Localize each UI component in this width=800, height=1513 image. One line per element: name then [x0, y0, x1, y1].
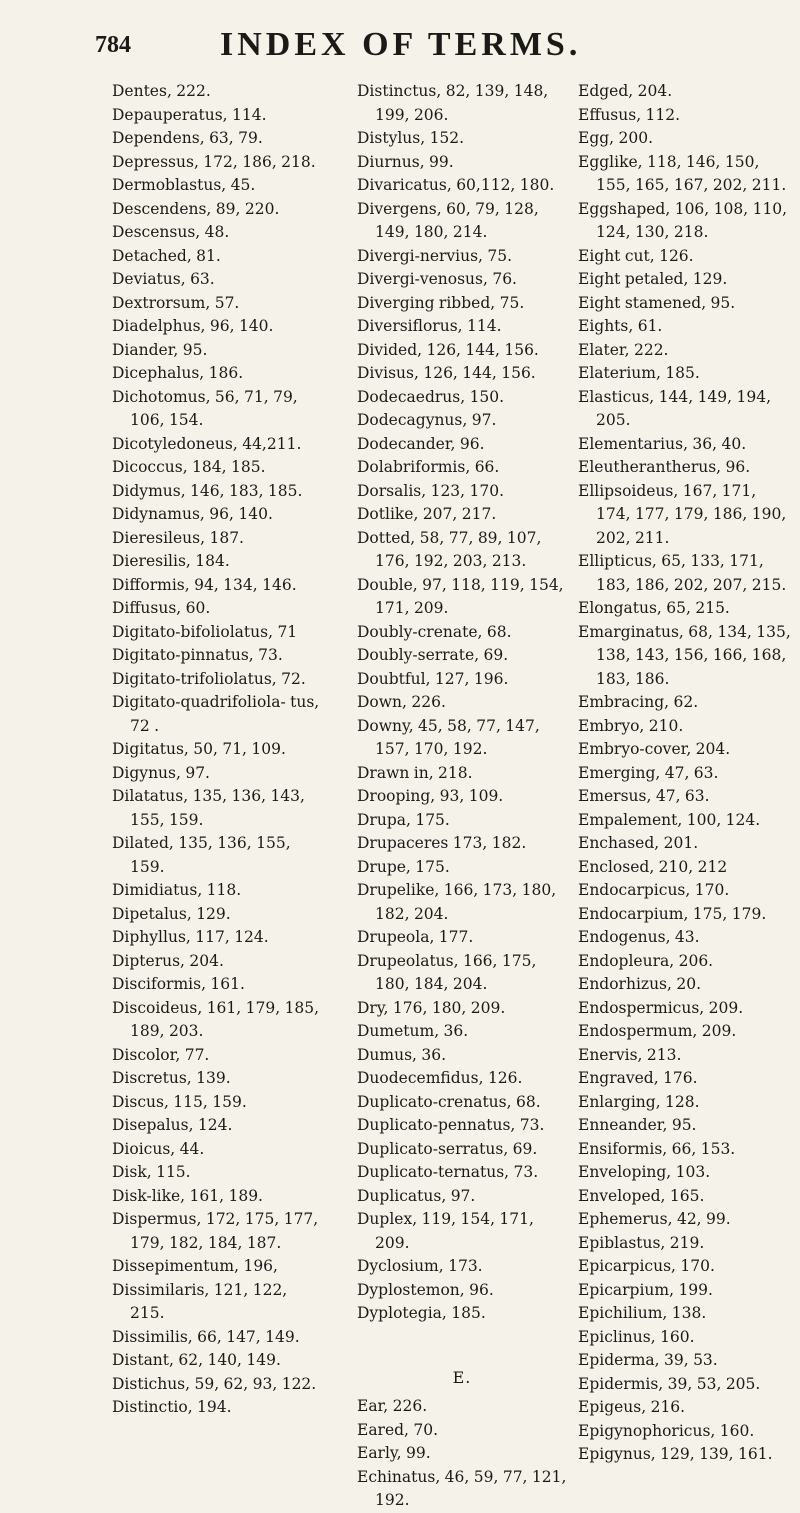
- index-entry: Dieresilis, 184.: [112, 552, 230, 570]
- index-entry: Enervis, 213.: [578, 1045, 682, 1064]
- index-entry: Embryo-cover, 204.: [578, 740, 731, 758]
- index-entry: Embracing, 62.: [578, 693, 699, 711]
- index-entry: Digitato-quadrifoliola- tus, 72 .: [112, 693, 320, 735]
- index-entry: Drupe, 175.: [357, 857, 450, 876]
- index-entry: Descendens, 89, 220.: [112, 199, 280, 218]
- index-entry: Echinatus, 46, 59, 77, 121, 192.: [357, 1467, 567, 1509]
- index-entry: Enlarging, 128.: [578, 1092, 700, 1111]
- index-entry: Duodecemfidus, 126.: [357, 1069, 523, 1087]
- index-entry: Enveloped, 165.: [578, 1186, 705, 1205]
- index-entry: Elongatus, 65, 215.: [578, 599, 730, 617]
- index-entry: Eggshaped, 106, 108, 110, 124, 130, 218.: [578, 199, 788, 241]
- index-entry: Dicotyledoneus, 44,211.: [112, 434, 302, 453]
- running-title: INDEX OF TERMS.: [220, 26, 582, 63]
- index-entry: Diphyllus, 117, 124.: [112, 928, 269, 946]
- index-entry: Duplicato-pennatus, 73.: [357, 1116, 545, 1134]
- index-entry: Enclosed, 210, 212: [578, 857, 728, 876]
- index-entry: Ensiformis, 66, 153.: [578, 1139, 736, 1158]
- index-entry: Drupelike, 166, 173, 180, 182, 204.: [357, 881, 557, 923]
- index-entry: Diffusus, 60.: [112, 599, 211, 617]
- index-entry: Eight stamened, 95.: [578, 293, 736, 312]
- index-entry: Diversiflorus, 114.: [357, 317, 502, 335]
- index-entry: Distinctio, 194.: [112, 1398, 232, 1416]
- index-entry: Diadelphus, 96, 140.: [112, 317, 274, 335]
- index-entry: Dumus, 36.: [357, 1045, 447, 1064]
- index-entry: Dioicus, 44.: [112, 1139, 205, 1158]
- page-number: 784: [95, 32, 131, 58]
- index-entry: Deviatus, 63.: [112, 270, 215, 288]
- index-entry: Discoideus, 161, 179, 185, 189, 203.: [112, 998, 320, 1040]
- index-entry: Digitato-pinnatus, 73.: [112, 646, 283, 664]
- index-entry: Endocarpicus, 170.: [578, 881, 730, 899]
- index-entry: Egg, 200.: [578, 129, 654, 147]
- index-entry: Didymus, 146, 183, 185.: [112, 481, 303, 500]
- index-entry: Diander, 95.: [112, 340, 208, 359]
- index-entry: Dichotomus, 56, 71, 79, 106, 154.: [112, 387, 298, 429]
- index-column-1: [112, 80, 322, 1420]
- index-entry: Dodecaedrus, 150.: [357, 387, 505, 406]
- index-entry: Drawn in, 218.: [357, 763, 473, 782]
- index-entry: Dispermus, 172, 175, 177, 179, 182, 184, 187.: [112, 1210, 319, 1252]
- index-entry: Endogenus, 43.: [578, 928, 700, 946]
- index-entry: Dilatatus, 135, 136, 143, 155, 159.: [112, 787, 305, 829]
- index-entry: Epiclinus, 160.: [578, 1327, 695, 1346]
- index-entry: Dolabriformis, 66.: [357, 458, 500, 476]
- index-entry: Embryo, 210.: [578, 716, 684, 735]
- index-entry: Descensus, 48.: [112, 223, 230, 241]
- index-entry: Distylus, 152.: [357, 129, 465, 147]
- index-entry: Elaterium, 185.: [578, 364, 700, 382]
- index-entry: Elater, 222.: [578, 340, 669, 359]
- index-entry: Epigeus, 216.: [578, 1398, 686, 1416]
- index-entry: Dodecagynus, 97.: [357, 411, 497, 429]
- index-entry: Ellipsoideus, 167, 171, 174, 177, 179, 186, 190, 202, 211.: [578, 481, 787, 547]
- index-entry: Distant, 62, 140, 149.: [112, 1351, 281, 1369]
- index-entry: Divergi-venosus, 76.: [357, 270, 517, 288]
- index-entry: Dorsalis, 123, 170.: [357, 481, 505, 500]
- index-entry: Dermoblastus, 45.: [112, 176, 256, 194]
- index-entry: Eight cut, 126.: [578, 246, 694, 265]
- index-entry: Engraved, 176.: [578, 1069, 698, 1087]
- index-entry: Dodecander, 96.: [357, 434, 485, 453]
- index-entry: Divisus, 126, 144, 156.: [357, 364, 536, 382]
- index-entry: Drupeolatus, 166, 175, 180, 184, 204.: [357, 951, 537, 993]
- index-entry: Downy, 45, 58, 77, 147, 157, 170, 192.: [357, 716, 540, 758]
- index-entry: Endorhizus, 20.: [578, 975, 702, 993]
- page-header: [0, 26, 800, 66]
- index-entry: Epigynophoricus, 160.: [578, 1421, 755, 1440]
- index-entry: Enchased, 201.: [578, 834, 699, 852]
- index-entry: Eared, 70.: [357, 1420, 439, 1439]
- index-entry: Digitatus, 50, 71, 109.: [112, 740, 286, 758]
- index-entry: Dotted, 58, 77, 89, 107, 176, 192, 203, 213.: [357, 528, 542, 570]
- index-entry: Duplicato-crenatus, 68.: [357, 1092, 541, 1111]
- index-entry: Dry, 176, 180, 209.: [357, 998, 506, 1017]
- index-entry: Drupaceres 173, 182.: [357, 834, 527, 852]
- index-entry: Enneander, 95.: [578, 1116, 697, 1134]
- index-entry: Endocarpium, 175, 179.: [578, 904, 767, 923]
- index-entry: Dissimilaris, 121, 122, 215.: [112, 1280, 288, 1322]
- index-entry: Dyplotegia, 185.: [357, 1304, 486, 1322]
- index-entry: Dipetalus, 129.: [112, 904, 231, 923]
- index-entry: Epicarpium, 199.: [578, 1280, 713, 1299]
- index-entry: Distichus, 59, 62, 93, 122.: [112, 1374, 317, 1393]
- index-entry: Dumetum, 36.: [357, 1022, 469, 1040]
- index-entry: Epiderma, 39, 53.: [578, 1351, 718, 1369]
- index-entry: Drooping, 93, 109.: [357, 787, 504, 805]
- index-entry: Epichilium, 138.: [578, 1304, 707, 1322]
- index-entry: Down, 226.: [357, 693, 446, 711]
- index-entry: Double, 97, 118, 119, 154, 171, 209.: [357, 575, 564, 617]
- index-entry: Dyplostemon, 96.: [357, 1280, 494, 1299]
- index-entry: Endospermum, 209.: [578, 1022, 737, 1040]
- index-entry: Difformis, 94, 134, 146.: [112, 575, 297, 594]
- index-entry: Emerging, 47, 63.: [578, 763, 719, 782]
- index-entry: Discus, 115, 159.: [112, 1092, 247, 1111]
- index-entry: Dissimilis, 66, 147, 149.: [112, 1327, 300, 1346]
- index-entry: Epicarpicus, 170.: [578, 1257, 715, 1275]
- index-entry: Enveloping, 103.: [578, 1163, 711, 1181]
- index-entry: Duplicatus, 97.: [357, 1186, 476, 1205]
- index-entry: Detached, 81.: [112, 246, 221, 265]
- index-entry: Ephemerus, 42, 99.: [578, 1210, 731, 1228]
- index-entry: Empalement, 100, 124.: [578, 810, 761, 829]
- index-entry: Diverging ribbed, 75.: [357, 293, 525, 312]
- index-entry: Discretus, 139.: [112, 1069, 231, 1087]
- index-entry: Divided, 126, 144, 156.: [357, 340, 539, 359]
- index-entry: Disciformis, 161.: [112, 975, 245, 993]
- index-entry: Dotlike, 207, 217.: [357, 505, 497, 523]
- index-entry: Doubly-serrate, 69.: [357, 646, 509, 664]
- index-entry: Elementarius, 36, 40.: [578, 434, 747, 453]
- index-entry: Edged, 204.: [578, 82, 673, 100]
- index-entry: Dentes, 222.: [112, 82, 211, 100]
- index-column-3: [578, 80, 793, 1467]
- index-entry: Divaricatus, 60,112, 180.: [357, 176, 555, 194]
- index-entry: Egglike, 118, 146, 150, 155, 165, 167, 202, 211.: [578, 152, 787, 194]
- index-entry: Eights, 61.: [578, 317, 663, 335]
- index-entry: Dipterus, 204.: [112, 951, 224, 970]
- index-entry: Emarginatus, 68, 134, 135, 138, 143, 156, 166, 168, 183, 186.: [578, 622, 791, 688]
- index-entry: Digitato-trifoliolatus, 72.: [112, 669, 306, 688]
- index-entry: Diurnus, 99.: [357, 152, 454, 171]
- index-entry: Didynamus, 96, 140.: [112, 505, 273, 523]
- index-entry: Doubtful, 127, 196.: [357, 669, 509, 688]
- index-entry: Epiblastus, 219.: [578, 1233, 705, 1252]
- index-entry: Dissepimentum, 196,: [112, 1257, 278, 1275]
- index-entry: Eleutherantherus, 96.: [578, 458, 751, 476]
- index-entry: Drupeola, 177.: [357, 928, 474, 946]
- index-entry: Dextrorsum, 57.: [112, 293, 240, 312]
- index-entry: Depressus, 172, 186, 218.: [112, 152, 316, 171]
- section-letter: E.: [452, 1367, 472, 1387]
- index-entry: Disepalus, 124.: [112, 1116, 233, 1134]
- index-entry: Eight petaled, 129.: [578, 270, 728, 288]
- index-entry: Dicephalus, 186.: [112, 364, 244, 382]
- index-entry: Disk-like, 161, 189.: [112, 1186, 263, 1205]
- index-entry: Dependens, 63, 79.: [112, 129, 263, 147]
- index-entry: Doubly-crenate, 68.: [357, 622, 512, 641]
- index-entry: Drupa, 175.: [357, 810, 450, 829]
- index-entry: Duplicato-ternatus, 73.: [357, 1163, 539, 1181]
- index-entry: Divergi-nervius, 75.: [357, 246, 513, 265]
- index-entry: Dimidiatus, 118.: [112, 881, 242, 899]
- index-entry: Ear, 226.: [357, 1397, 428, 1415]
- index-entry: Epidermis, 39, 53, 205.: [578, 1374, 761, 1393]
- index-entry: Discolor, 77.: [112, 1045, 210, 1064]
- index-entry: Dyclosium, 173.: [357, 1257, 483, 1275]
- index-entry: Distinctus, 82, 139, 148, 199, 206.: [357, 82, 549, 124]
- index-entry: Effusus, 112.: [578, 105, 681, 124]
- index-entry: Endospermicus, 209.: [578, 998, 744, 1017]
- index-entry: Dilated, 135, 136, 155, 159.: [112, 834, 291, 876]
- index-entry: Duplicato-serratus, 69.: [357, 1139, 538, 1158]
- index-entry: Dicoccus, 184, 185.: [112, 458, 266, 476]
- index-entry: Ellipticus, 65, 133, 171, 183, 186, 202, 207, 215.: [578, 552, 787, 594]
- index-entry: Depauperatus, 114.: [112, 105, 267, 124]
- index-entry: Disk, 115.: [112, 1163, 191, 1181]
- index-entry: Digitato-bifoliolatus, 71: [112, 622, 298, 641]
- index-entry: Dieresileus, 187.: [112, 528, 244, 547]
- index-column-2: [357, 80, 567, 1513]
- index-entry: Elasticus, 144, 149, 194, 205.: [578, 387, 772, 429]
- index-entry: Duplex, 119, 154, 171, 209.: [357, 1210, 534, 1252]
- index-entry: Endopleura, 206.: [578, 951, 714, 970]
- index-entry: Emersus, 47, 63.: [578, 787, 710, 805]
- index-entry: Divergens, 60, 79, 128, 149, 180, 214.: [357, 199, 539, 241]
- index-entry: Digynus, 97.: [112, 763, 210, 782]
- index-entry: Early, 99.: [357, 1444, 431, 1462]
- index-entry: Epigynus, 129, 139, 161.: [578, 1445, 773, 1463]
